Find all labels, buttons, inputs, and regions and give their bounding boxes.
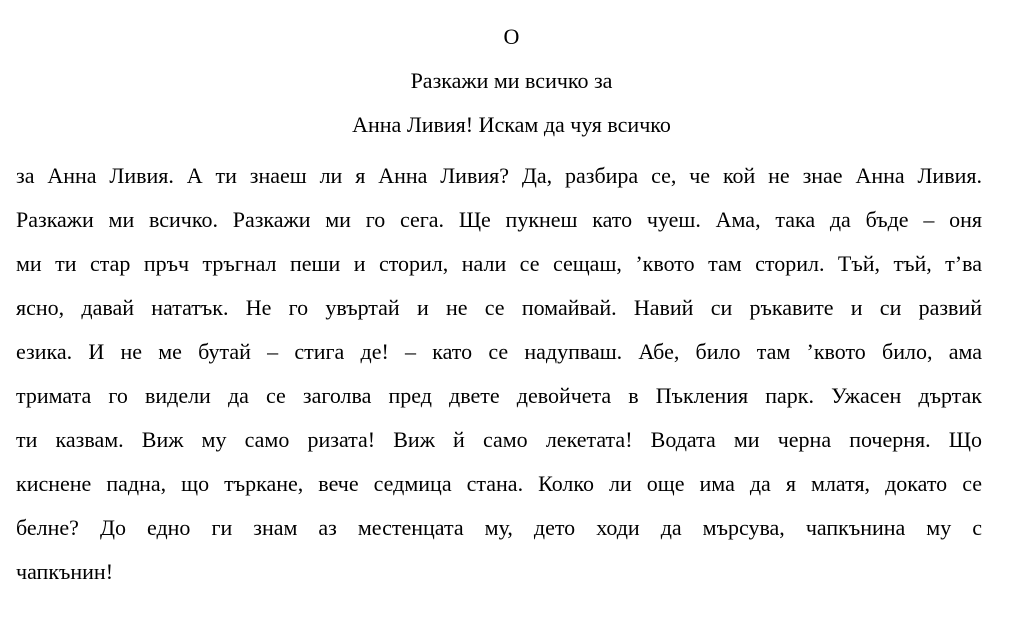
paragraph-line: ми ти стар пръч тръгнал пеши и сторил, нали се сещаш, ’квото там сторил. Тъй, тъй, т’ва xyxy=(16,251,982,276)
paragraph-line: ти казвам. Виж му само ризата! Виж й само лекетата! Водата ми черна почерня. Що xyxy=(16,427,982,452)
heading-letter: O xyxy=(503,24,520,49)
paragraph-line: белне? До едно ги знам аз местенцата му, дето ходи да мърсува, чапкънина му с xyxy=(16,515,982,540)
heading-line-2: Анна Ливия! Искам да чуя всичко xyxy=(352,112,671,137)
heading-line-1: Разкажи ми всичко за xyxy=(410,68,613,93)
paragraph-line: киснене падна, що търкане, вече седмица стана. Колко ли още има да я млатя, докато се xyxy=(16,471,982,496)
paragraph-line: ясно, давай нататък. Не го увъртай и не се помайвай. Навий си ръкавите и си развий xyxy=(16,295,982,320)
paragraph-line: езика. И не ме бутай – стига де! – като се надупваш. Абе, било там ’квото било, ама xyxy=(16,339,982,364)
paragraph-line: тримата го видели да се заголва пред двете девойчета в Пъкления парк. Ужасен дъртак xyxy=(16,383,982,408)
paragraph-line: чапкънин! xyxy=(16,559,114,584)
paragraph xyxy=(16,154,982,594)
paragraph-line: Разкажи ми всичко. Разкажи ми го сега. Ще пукнеш като чуеш. Ама, така да бъде – оня xyxy=(16,207,982,232)
paragraph-line: за Анна Ливия. А ти знаеш ли я Анна Ливия? Да, разбира се, че кой не знае Анна Ливия. xyxy=(16,163,982,188)
